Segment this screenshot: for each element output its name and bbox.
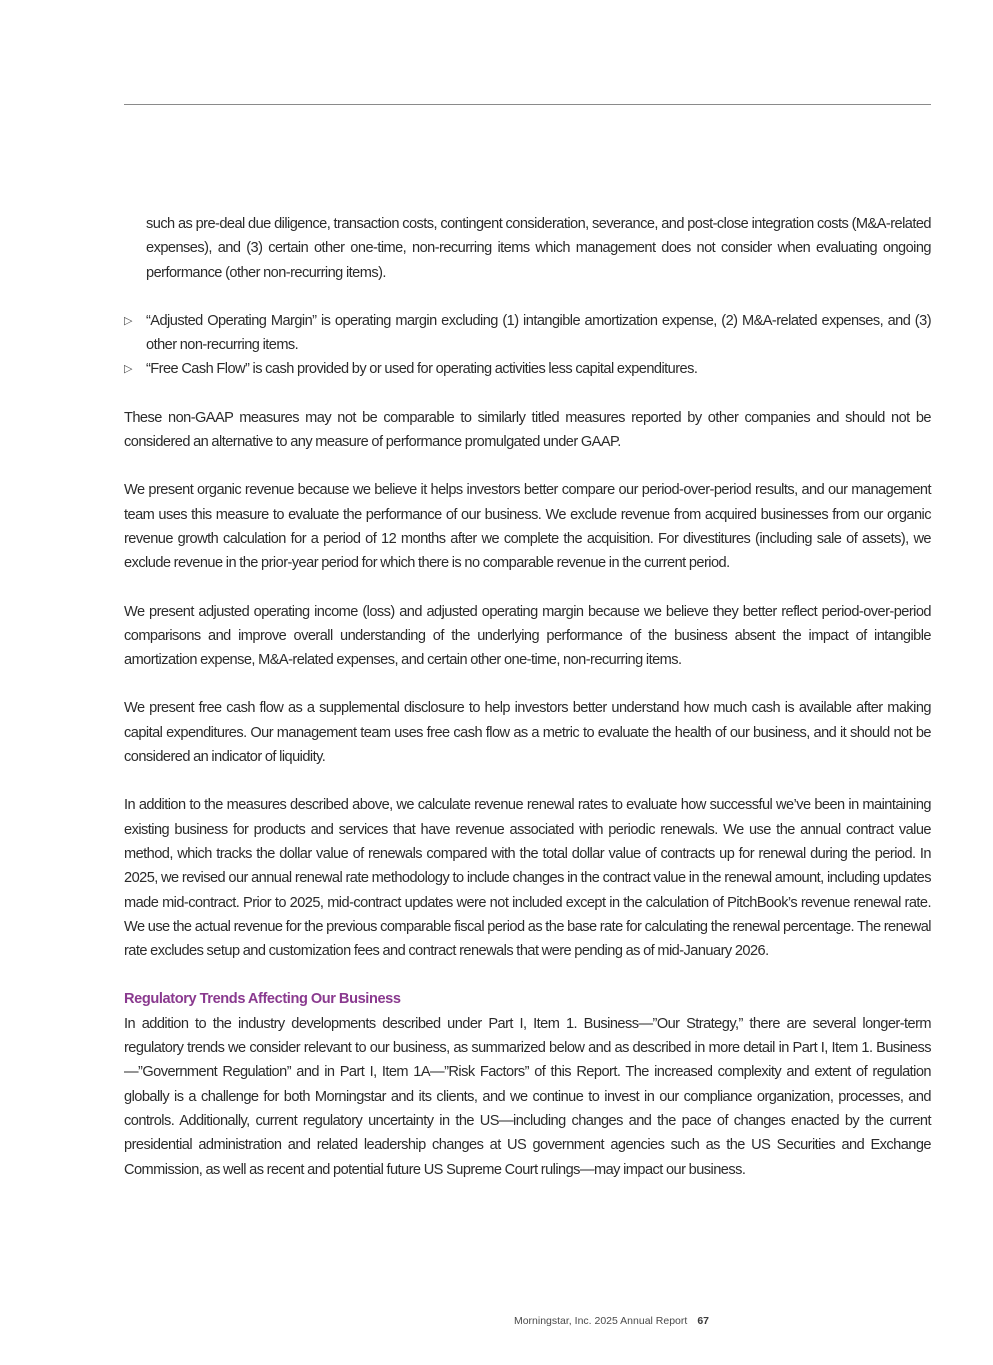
bullet-text: “Free Cash Flow” is cash provided by or used for operating activities less capital expenditures. <box>146 361 698 378</box>
paragraph-non-gaap: These non-GAAP measures may not be comparable to similarly titled measures reported by other companies and should not be considered an alternative to any measure of performance promulgated under GAAP. <box>124 409 931 451</box>
paragraph-adjusted-operating: We present adjusted operating income (loss) and adjusted operating margin because we believe they better reflect period-over-period comparisons and improve overall understanding of the underlying performance of the business absent the impact of intangible amortization expense, M&A-related expenses, and certain other one-time, non-recurring items. <box>124 603 931 669</box>
triangle-bullet-icon: ▷ <box>124 363 132 376</box>
section-heading: Regulatory Trends Affecting Our Business <box>124 991 401 1008</box>
continued-bullet-text: such as pre-deal due diligence, transaction costs, contingent consideration, severance, and post-close integration costs (M&A-related expenses), and (3) certain other one-time, non-recurring items which management does not consider when evaluating ongoing performance (other non-recurring items). <box>146 216 931 281</box>
footer-label: Morningstar, Inc. 2025 Annual Report <box>513 1315 688 1327</box>
bullet-text: “Adjusted Operating Margin” is operating margin excluding (1) intangible amortization expense, (2) M&A-related expenses, and (3) other non-recurring items. <box>146 312 931 354</box>
paragraph-free-cash-flow: We present free cash flow as a supplemental disclosure to help investors better understand how much cash is available after making capital expenditures. Our management team uses free cash flow as a metric to evaluate the health of our business, and it should not be considered an indicator of liquidity. <box>124 700 931 766</box>
triangle-bullet-icon: ▷ <box>124 314 132 327</box>
page-body <box>124 212 931 1206</box>
page-footer <box>514 1315 709 1327</box>
paragraph-regulatory-trends: In addition to the industry developments described under Part I, Item 1. Business—”Our Strategy,” there are several longer-term regulatory trends we consider relevant to our business, as summarized below and as described in more detail in Part I, Item 1. Business—”Government Regulation” and in Part I, Item 1A—”Risk Factors” of this Report. The increased complexity and extent of regulation globally is a challenge for both Morningstar and its clients, and we continue to invest in our compliance organization, processes, and controls. Additionally, current regulatory uncertainty in the US—including changes and the pace of changes enacted by the current presidential administration and related leadership changes at US government agencies such as the US Securities and Exchange Commission, as well as recent and potential future US Supreme Court rulings—may impact our business. <box>124 1015 931 1178</box>
paragraph-organic-revenue: We present organic revenue because we believe it helps investors better compare our period-over-period results, and our management team uses this measure to evaluate the performance of our business. We exclude revenue from acquired businesses from our organic revenue growth calculation for a period of 12 months after we complete the acquisition. For divestitures (including sale of assets), we exclude revenue in the prior-year period for which there is no comparable revenue in the current period. <box>124 482 931 572</box>
page-number: 67 <box>697 1315 709 1327</box>
list-item <box>124 357 931 381</box>
header-rule <box>124 104 931 105</box>
paragraph-renewal-rates: In addition to the measures described above, we calculate revenue renewal rates to evaluate how successful we’ve been in maintaining existing business for products and services that have revenue associated with periodic renewals. We use the annual contract value method, which tracks the dollar value of renewals compared with the total dollar value of contracts up for renewal during the period. In 2025, we revised our annual renewal rate methodology to include changes in the contract value in the renewal amount, including updates made mid-contract. Prior to 2025, mid-contract updates were not included except in the calculation of PitchBook’s revenue renewal rate. We use the actual revenue for the previous comparable fiscal period as the base rate for calculating the renewal percentage. The renewal rate excludes setup and customization fees and contract renewals that were pending as of mid-January 2026. <box>124 797 931 960</box>
list-item <box>124 309 931 358</box>
bullet-list <box>124 309 931 382</box>
